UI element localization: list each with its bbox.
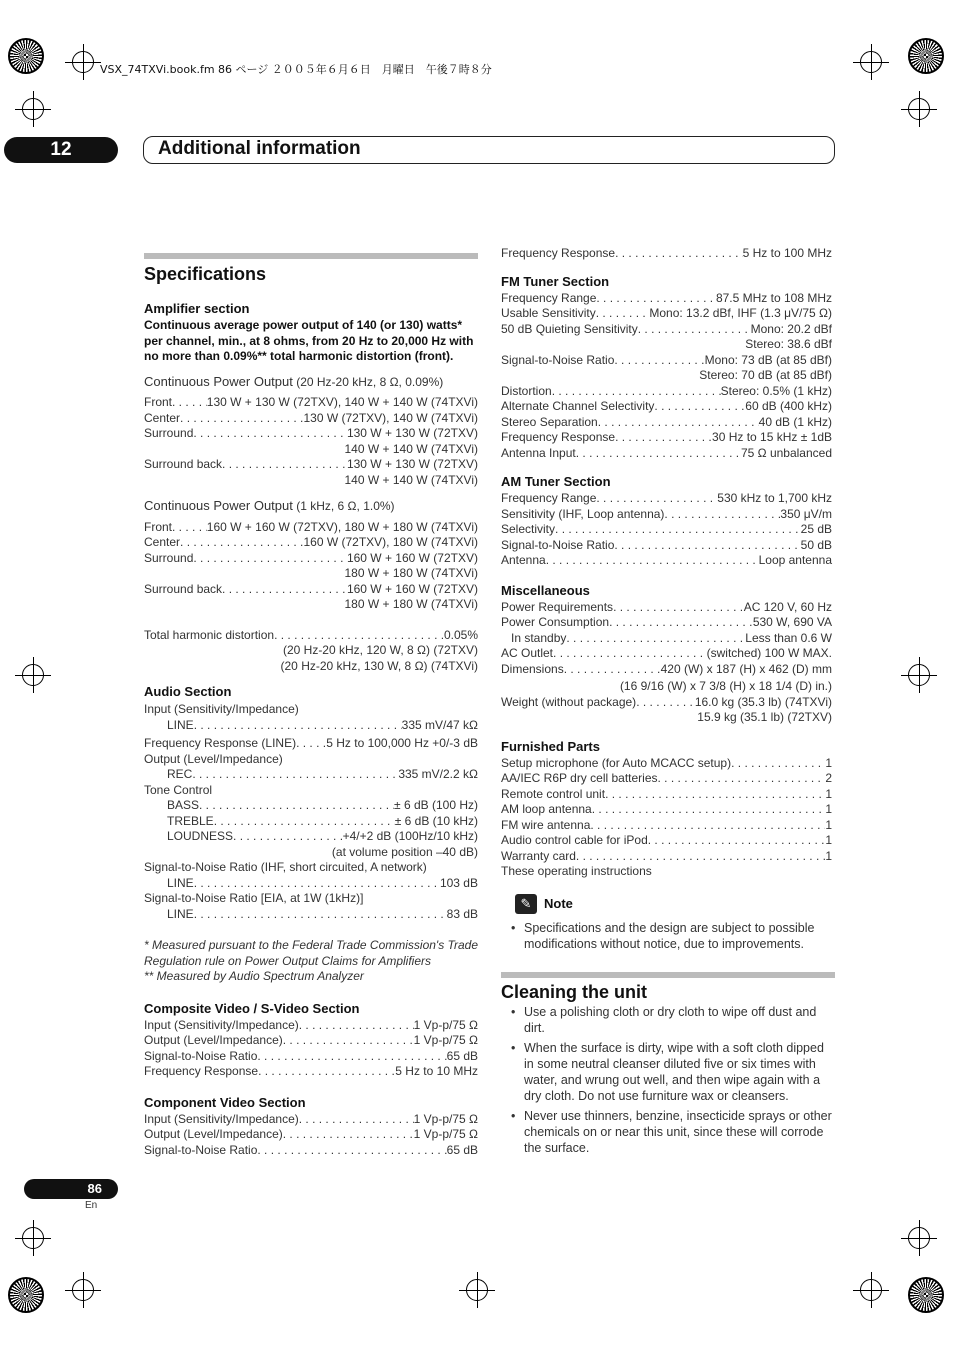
spec-value: 40 dB (1 kHz)	[758, 414, 832, 429]
spec-label: Sensitivity (IHF, Loop antenna)	[501, 506, 665, 521]
spec-label: Selectivity	[501, 522, 556, 536]
spec-label: Audio control cable for iPod	[501, 833, 648, 847]
note-text: • Specifications and the design are subject to possible modifications without notice, due to improvements.	[501, 920, 832, 952]
spec-row	[501, 384, 832, 400]
misc-heading: Miscellaneous	[501, 582, 590, 598]
spec-label: Power Requirements	[501, 599, 614, 614]
spec-label: Remote control unit	[501, 786, 606, 801]
spec-label: AA/IEC R6P dry cell batteries	[501, 771, 658, 785]
cpo2-list	[144, 520, 478, 613]
spec-row	[144, 457, 478, 473]
spec-label: 50 dB Quieting Sensitivity	[501, 321, 638, 336]
spec-value: AC 120 V, 60 Hz	[743, 599, 832, 614]
spec-label: Dimensions	[501, 661, 564, 676]
loudness-note: (at volume position –40 dB)	[331, 844, 478, 859]
am-list	[501, 491, 832, 569]
spec-label: Stereo Separation	[501, 414, 598, 429]
pencil-icon: ✎	[515, 894, 537, 914]
spec-label: Surround	[144, 550, 194, 565]
file-header: VSX_74TXVi.book.fm 86 ページ ２００５年６月６日 月曜日 午後７時８分	[100, 63, 492, 76]
page-number: 86	[24, 1179, 118, 1199]
spec-label: Alternate Channel Selectivity	[501, 399, 655, 413]
audio-heading: Audio Section	[144, 684, 232, 699]
spec-row	[144, 551, 478, 567]
thd-cond-2: (20 Hz-20 kHz, 130 W, 8 Ω) (74TXVi)	[280, 658, 478, 673]
spec-value: 1	[825, 833, 832, 847]
spec-value: (switched) 100 W MAX.	[706, 646, 832, 660]
spec-row	[501, 446, 832, 462]
spec-label: Warranty card	[501, 848, 576, 863]
spec-row-continued: 180 W + 180 W (74TXVi)	[344, 597, 478, 611]
spec-value: 25 dB	[800, 522, 832, 536]
crosshair-icon	[72, 1279, 94, 1301]
spec-row-continued: 140 W + 140 W (74TXVi)	[344, 441, 478, 456]
crosshair-icon	[860, 51, 882, 73]
composite-list	[144, 1018, 478, 1080]
tone-control-label: Tone Control	[144, 782, 213, 797]
spec-value: 1 Vp-p/75 Ω	[413, 1111, 478, 1126]
chapter-number: 12	[4, 137, 118, 163]
audio-freq-row: Frequency Response (LINE) . . . 5 Hz to 100,000 Hz +0/-3 dB	[144, 736, 478, 752]
spec-value: 2	[825, 771, 832, 785]
spec-row	[144, 426, 478, 442]
spec-value: 160 W + 160 W (72TXV), 180 W + 180 W (74TXVi)	[206, 519, 478, 534]
amp-heading: Amplifier section	[144, 301, 250, 316]
spec-row	[501, 553, 832, 569]
audio-input-label: Input (Sensitivity/Impedance)	[144, 702, 299, 716]
spec-value: 1	[825, 817, 832, 832]
snr2-label: Signal-to-Noise Ratio [EIA, at 1W (1kHz)]	[144, 891, 364, 905]
spec-row	[501, 600, 832, 616]
loudness-row: LOUDNESS . . . +4/+2 dB (100Hz/10 kHz)	[144, 829, 478, 845]
right-column	[501, 246, 832, 1156]
spec-label: Setup microphone (for Auto MCACC setup)	[501, 755, 732, 770]
audio-rec-row: REC . . . 335 mV/2.2 kΩ	[144, 767, 478, 783]
am-heading: AM Tuner Section	[501, 474, 611, 489]
spec-value: 1 Vp-p/75 Ω	[413, 1127, 478, 1141]
spec-row	[501, 802, 832, 818]
component-list	[144, 1112, 478, 1159]
video-freq-row: Frequency Response . . . 5 Hz to 100 MHz	[501, 246, 832, 262]
spec-row	[501, 662, 832, 678]
spec-row	[144, 411, 478, 427]
spec-label: Signal-to-Noise Ratio	[501, 537, 615, 552]
specifications-title: Specifications	[144, 264, 267, 284]
dimensions-inch: (16 9/16 (W) x 7 3/8 (H) x 18 1/4 (D) in.)	[619, 679, 832, 693]
spec-value: Stereo: 0.5% (1 kHz)	[720, 383, 832, 398]
crosshair-icon	[908, 1227, 930, 1249]
cpo2-label: Continuous Power Output (1 kHz, 6 Ω, 1.0%)	[144, 498, 395, 513]
spec-value: 160 W (72TXV), 180 W (74TXVi)	[303, 535, 478, 549]
crosshair-icon	[22, 664, 44, 686]
misc-list	[501, 600, 832, 678]
spec-row	[501, 818, 832, 834]
crosshair-icon	[466, 1279, 488, 1301]
spec-value: 130 W + 130 W (72TXV)	[346, 457, 478, 471]
spec-value: 420 (W) x 187 (H) x 462 (D) mm	[660, 661, 832, 676]
spec-row	[501, 306, 832, 322]
spec-label: Frequency Range	[501, 491, 597, 505]
spec-label: Center	[144, 410, 181, 425]
bass-row: BASS . . . ± 6 dB (100 Hz)	[144, 798, 478, 814]
spec-value: 5 Hz to 10 MHz	[395, 1064, 478, 1078]
spec-row	[144, 395, 478, 411]
fm-list-2	[501, 384, 832, 462]
spec-value: 75 Ω unbalanced	[740, 445, 832, 460]
spec-row	[501, 507, 832, 523]
spec-row-continued: 180 W + 180 W (74TXVi)	[344, 566, 478, 580]
spec-label: AM loop antenna	[501, 802, 592, 816]
cleaning-bullet-2: • When the surface is dirty, wipe with a soft cloth dipped in some neutral cleanser diluted five or six times with water, and wrung out well, and then wipe again with a dry cloth. Do not use furniture wax or cleansers.	[501, 1040, 832, 1104]
cleaning-bullet-1: • Use a polishing cloth or dry cloth to wipe off dust and dirt.	[501, 1004, 832, 1036]
spec-row	[501, 787, 832, 803]
spec-label: Center	[144, 535, 181, 549]
registration-wheel-icon	[8, 1277, 44, 1313]
spec-value: 65 dB	[446, 1048, 478, 1063]
spec-value: 1	[825, 786, 832, 801]
spec-label: Surround back	[144, 581, 223, 596]
spec-label: In standby	[501, 630, 567, 645]
spec-row	[501, 756, 832, 772]
crosshair-icon	[22, 98, 44, 120]
spec-value: 1 Vp-p/75 Ω	[413, 1017, 478, 1032]
spec-value: 1 Vp-p/75 Ω	[413, 1033, 478, 1047]
note-header	[501, 894, 832, 914]
spec-label: Input (Sensitivity/Impedance)	[144, 1017, 299, 1032]
spec-row	[501, 522, 832, 538]
furnished-last: These operating instructions	[501, 864, 652, 878]
component-heading: Component Video Section	[144, 1094, 306, 1110]
crosshair-icon	[908, 664, 930, 686]
spec-value: 1	[825, 848, 832, 863]
spec-label: Front	[144, 395, 173, 409]
spec-value: 160 W + 160 W (72TXV)	[346, 581, 478, 596]
spec-label: Output (Level/Impedance)	[144, 1033, 283, 1047]
section-divider	[501, 972, 835, 978]
spec-label: Frequency Response	[144, 1064, 259, 1078]
spec-value: 350 μV/m	[780, 506, 832, 521]
spec-value: Loop antenna	[758, 553, 832, 567]
spec-label: FM wire antenna	[501, 817, 591, 832]
fm-heading: FM Tuner Section	[501, 273, 610, 289]
weight-row: Weight (without package) . . . 16.0 kg (35.3 lb) (74TXVi)	[501, 695, 832, 711]
cpo1-list	[144, 395, 478, 488]
cleaning-list	[501, 1004, 832, 1156]
language-code: En	[85, 1200, 98, 1211]
fm-stereo-2: Stereo: 70 dB (at 85 dBf)	[699, 368, 832, 382]
snr1-row: LINE . . . 103 dB	[144, 876, 478, 892]
spec-label: Antenna	[501, 553, 546, 567]
spec-row	[501, 399, 832, 415]
spec-row	[144, 1033, 478, 1049]
spec-label: Output (Level/Impedance)	[144, 1127, 283, 1141]
spec-row	[501, 771, 832, 787]
spec-label: Power Consumption	[501, 615, 610, 629]
spec-label: Front	[144, 519, 173, 534]
spec-row	[144, 582, 478, 598]
thd-row: Total harmonic distortion . . . 0.05%	[144, 628, 478, 644]
spec-row	[144, 1127, 478, 1143]
section-divider	[144, 253, 478, 259]
footnote-1: * Measured pursuant to the Federal Trade Commission's Trade Regulation rule on Power Output Claims for Amplifiers	[144, 938, 478, 968]
snr2-row: LINE . . . 83 dB	[144, 907, 478, 923]
spec-row	[144, 535, 478, 551]
spec-value: 30 Hz to 15 kHz ± 1dB	[712, 430, 832, 444]
spec-row	[501, 322, 832, 338]
cpo1-label: Continuous Power Output (20 Hz-20 kHz, 8 Ω, 0.09%)	[144, 373, 444, 389]
spec-label: AC Outlet	[501, 646, 554, 660]
spec-value: 87.5 MHz to 108 MHz	[715, 290, 832, 305]
cleaning-bullet-3: • Never use thinners, benzine, insecticide sprays or other chemicals on or near this unit, since these will corrode the surface.	[501, 1108, 832, 1156]
furnished-heading: Furnished Parts	[501, 738, 600, 754]
audio-line-row: LINE . . . 335 mV/47 kΩ	[144, 718, 478, 734]
left-column	[144, 253, 478, 1158]
spec-label: Antenna Input	[501, 445, 576, 460]
spec-value: 1	[825, 802, 832, 816]
spec-label: Surround back	[144, 457, 223, 471]
registration-wheel-icon	[908, 38, 944, 74]
footnote-2: ** Measured by Audio Spectrum Analyzer	[144, 969, 364, 983]
spec-row	[501, 615, 832, 631]
spec-row-continued: 140 W + 140 W (74TXVi)	[344, 472, 478, 487]
spec-value: 530 W, 690 VA	[752, 615, 832, 629]
spec-value: 60 dB (400 kHz)	[745, 399, 832, 413]
spec-label: Usable Sensitivity	[501, 306, 596, 320]
spec-label: Distortion	[501, 383, 552, 398]
spec-label: Frequency Range	[501, 290, 597, 305]
thd-cond-1: (20 Hz-20 kHz, 120 W, 8 Ω) (72TXV)	[282, 643, 478, 657]
spec-value: Mono: 13.2 dBf, IHF (1.3 μV/75 Ω)	[649, 306, 832, 320]
spec-row	[501, 491, 832, 507]
spec-value: 130 W + 130 W (72TXV), 140 W + 140 W (74TXVi)	[206, 395, 478, 409]
spec-label: Surround	[144, 426, 194, 440]
spec-row	[501, 833, 832, 849]
spec-row	[144, 520, 478, 536]
crosshair-icon	[908, 98, 930, 120]
spec-row	[144, 1143, 478, 1159]
spec-row	[501, 631, 832, 647]
audio-output-label: Output (Level/Impedance)	[144, 751, 283, 766]
spec-value: Mono: 20.2 dBf	[750, 321, 832, 336]
registration-wheel-icon	[8, 38, 44, 74]
crosshair-icon	[22, 1227, 44, 1249]
spec-label: Input (Sensitivity/Impedance)	[144, 1111, 299, 1126]
chapter-title: Additional information	[158, 138, 361, 159]
amp-intro: Continuous average power output of 140 (or 130) watts* per channel, min., at 8 ohms, from 20 Hz to 20,000 Hz with no more than 0.09%** total harmonic distortion (front).	[144, 318, 474, 363]
cleaning-title: Cleaning the unit	[501, 981, 647, 1002]
fm-list	[501, 291, 832, 338]
spec-row	[501, 415, 832, 431]
spec-value: Less than 0.6 W	[745, 630, 832, 645]
spec-row	[144, 1018, 478, 1034]
spec-row	[501, 646, 832, 662]
fm-snr-row: Signal-to-Noise Ratio . . . Mono: 73 dB (at 85 dBf)	[501, 353, 832, 369]
spec-value: 65 dB	[446, 1142, 478, 1157]
spec-value: 130 W (72TXV), 140 W (74TXVi)	[303, 410, 478, 425]
spec-row	[144, 1112, 478, 1128]
spec-value: 1	[825, 755, 832, 770]
composite-heading: Composite Video / S-Video Section	[144, 1000, 360, 1016]
registration-wheel-icon	[908, 1277, 944, 1313]
spec-label: Frequency Response	[501, 430, 616, 444]
fm-stereo-1: Stereo: 38.6 dBf	[745, 337, 832, 351]
spec-row	[501, 430, 832, 446]
spec-row	[144, 1049, 478, 1065]
snr1-label: Signal-to-Noise Ratio (IHF, short circuited, A network)	[144, 860, 427, 874]
crosshair-icon	[860, 1279, 882, 1301]
spec-row	[144, 1064, 478, 1080]
spec-label: Signal-to-Noise Ratio	[144, 1142, 258, 1157]
weight-2: 15.9 kg (35.1 lb) (72TXV)	[697, 710, 832, 724]
crosshair-icon	[72, 51, 94, 73]
spec-label: Signal-to-Noise Ratio	[144, 1048, 258, 1063]
spec-value: 530 kHz to 1,700 kHz	[717, 491, 832, 505]
treble-row: TREBLE . . . ± 6 dB (10 kHz)	[144, 814, 478, 830]
spec-value: 50 dB	[800, 537, 832, 552]
spec-value: 160 W + 160 W (72TXV)	[346, 550, 478, 565]
note-label: Note	[544, 896, 573, 911]
furnished-list	[501, 756, 832, 865]
spec-row	[501, 291, 832, 307]
spec-row	[501, 849, 832, 865]
spec-value: 130 W + 130 W (72TXV)	[346, 426, 478, 440]
spec-row	[501, 538, 832, 554]
